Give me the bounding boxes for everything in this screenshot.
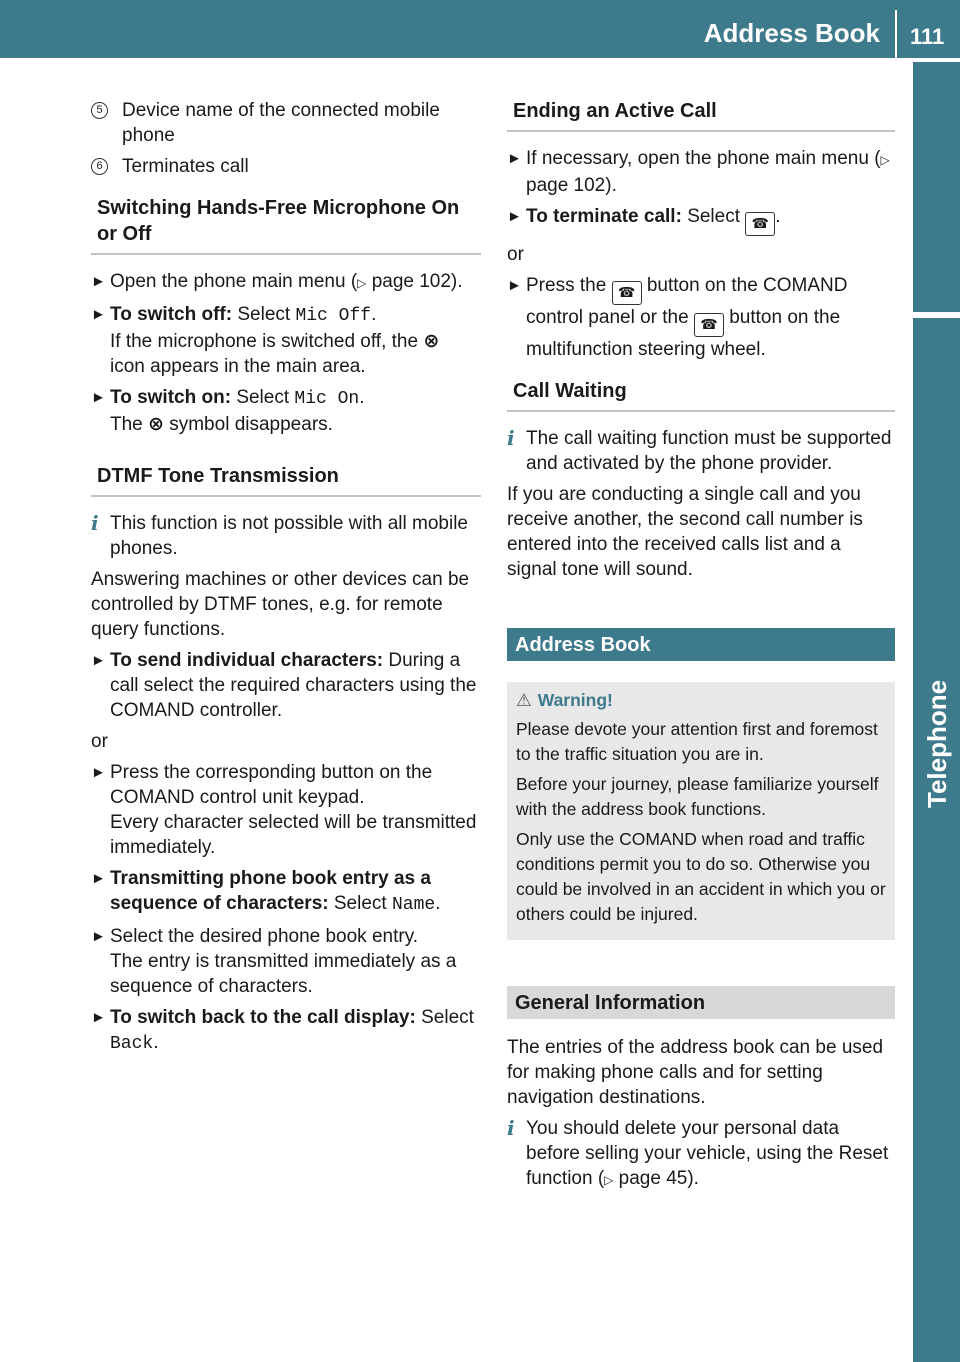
info-note: i You should delete your personal data before selling your vehicle, using the Reset function (▷ page 45). <box>507 1116 889 1189</box>
step-item: ► To terminate call: Select ☎ . <box>507 204 895 236</box>
right-column <box>507 98 895 1199</box>
crossed-circle-icon: ⊗ <box>423 331 440 352</box>
page-header <box>0 0 960 58</box>
name-menu-item: Name <box>391 895 436 915</box>
page-number: 111 <box>910 24 945 49</box>
side-tab <box>913 318 960 1362</box>
warning-text: Before your journey, please familiarize yourself with the address book functions. <box>516 774 879 819</box>
section-band-address-book: Address Book <box>507 628 895 661</box>
step-item: ► Press the ☎ button on the COMAND control panel or the ☎ button on the multifunction steering wheel. <box>507 275 848 360</box>
warning-triangle-icon: ⚠ <box>516 690 532 710</box>
warning-box <box>507 682 895 940</box>
left-column <box>91 98 481 1063</box>
end-call-icon: ☎ <box>745 212 775 236</box>
arrow-right-icon: ► <box>91 928 106 945</box>
warning-text: Only use the COMAND when road and traffic conditions permit you to do so. Otherwise you could be involved in an accident in which you or others could be injured. <box>516 829 886 924</box>
step-item: ► If necessary, open the phone main menu (▷ page 102). <box>507 148 890 196</box>
step-item: ► To switch off: Select Mic Off. If the microphone is switched off, the ⊗ icon appears in the main area. <box>91 304 440 377</box>
step-item: ► To switch back to the call display: Select Back. <box>91 1007 474 1054</box>
arrow-right-icon: ► <box>91 764 106 781</box>
or-text: or <box>91 731 108 752</box>
triangle-ref-icon: ▷ <box>880 153 890 167</box>
info-icon: i <box>91 511 99 535</box>
side-tab-upper <box>913 62 960 312</box>
info-note: i This function is not possible with all mobile phones. <box>91 511 469 559</box>
step-item: ► Transmitting phone book entry as a sequence of characters: Select Name. <box>91 868 441 915</box>
triangle-ref-icon: ▷ <box>604 1173 614 1187</box>
step-item: ► Open the phone main menu (▷ page 102). <box>91 271 463 292</box>
arrow-right-icon: ► <box>507 150 522 167</box>
step-item: ► To switch on: Select Mic On. The ⊗ symbol disappears. <box>91 387 365 435</box>
warning-text: Please devote your attention first and foremost to the traffic situation you are in. <box>516 719 878 764</box>
list-item-text: Device name of the connected mobile phone <box>122 100 440 146</box>
list-item <box>91 98 481 148</box>
warning-title: ⚠ Warning! <box>516 690 613 710</box>
paragraph: The entries of the address book can be used for making phone calls and for setting navigation destinations. <box>507 1037 884 1108</box>
list-item-text: Terminates call <box>122 156 249 177</box>
callout-number: 5 <box>91 102 108 119</box>
section-heading-call-waiting: Call Waiting <box>507 368 895 412</box>
header-divider <box>895 10 897 58</box>
section-heading-ending-call: Ending an Active Call <box>507 98 895 132</box>
header-title: Address Book <box>703 18 880 48</box>
arrow-right-icon: ► <box>91 306 106 323</box>
arrow-right-icon: ► <box>507 208 522 225</box>
section-heading-microphone: Switching Hands-Free Microphone On or Off <box>91 185 481 255</box>
section-tab-label: Telephone <box>922 679 952 808</box>
arrow-right-icon: ► <box>91 870 106 887</box>
crossed-circle-icon: ⊗ <box>148 414 164 435</box>
step-item: ► Press the corresponding button on the COMAND control unit keypad. Every character selected will be transmitted immediately. <box>91 762 477 858</box>
arrow-right-icon: ► <box>507 277 522 294</box>
arrow-right-icon: ► <box>91 1009 106 1026</box>
info-icon: i <box>507 1116 515 1140</box>
or-text: or <box>507 244 524 265</box>
arrow-right-icon: ► <box>91 652 106 669</box>
triangle-ref-icon: ▷ <box>357 276 367 290</box>
info-note: i The call waiting function must be supported and activated by the phone provider. <box>507 426 892 474</box>
arrow-right-icon: ► <box>91 273 106 290</box>
arrow-right-icon: ► <box>91 389 106 406</box>
section-band-general-information: General Information <box>507 986 895 1019</box>
section-heading-dtmf: DTMF Tone Transmission <box>91 453 481 497</box>
paragraph: Answering machines or other devices can be controlled by DTMF tones, e.g. for remote query functions. <box>91 569 470 640</box>
mic-off-menu-item: Mic Off <box>295 306 372 326</box>
mic-on-menu-item: Mic On <box>294 389 360 409</box>
paragraph: If you are conducting a single call and you receive another, the second call number is entered into the received calls list and a signal tone will sound. <box>507 484 863 580</box>
step-item: ► To send individual characters: During a call select the required characters using the COMAND controller. <box>91 650 477 721</box>
back-menu-item: Back <box>110 1034 154 1054</box>
info-icon: i <box>507 426 515 450</box>
end-call-icon: ☎ <box>612 281 642 305</box>
end-call-icon: ☎ <box>694 313 724 337</box>
callout-number: 6 <box>91 158 108 175</box>
step-item: ► Select the desired phone book entry. The entry is transmitted immediately as a sequence of characters. <box>91 926 457 997</box>
list-item <box>91 154 481 179</box>
